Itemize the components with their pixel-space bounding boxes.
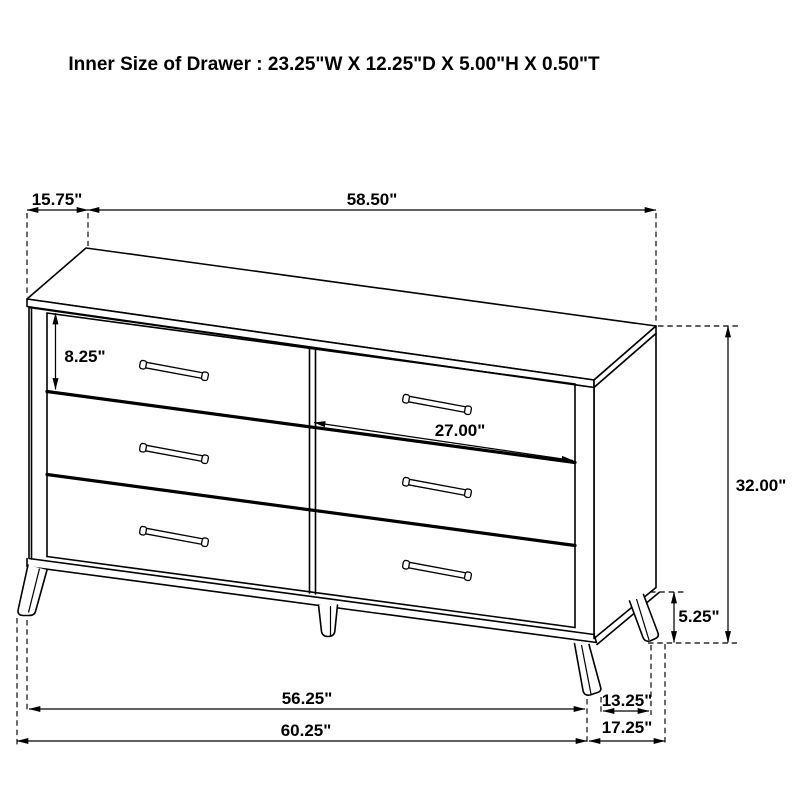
dim-top-depth — [27, 190, 88, 210]
dim-label-overall-height: 32.00" — [735, 476, 787, 495]
dim-label-top-depth: 15.75" — [31, 190, 83, 209]
front-middle-leg — [319, 605, 338, 637]
dim-label-drawer-width: 27.00" — [434, 421, 486, 440]
dim-base-side-depth — [602, 691, 653, 711]
dim-overall-height — [728, 326, 786, 643]
diagram-title: Inner Size of Drawer : 23.25"W X 12.25"D X 5.00"H X 0.50"T — [68, 54, 600, 75]
dresser-drawing — [18, 248, 659, 695]
dim-overall-front-width — [17, 721, 587, 741]
front-right-leg — [575, 644, 601, 696]
dim-leg-height — [674, 592, 720, 643]
back-right-leg — [630, 595, 659, 642]
dim-label-leg-height: 5.25" — [678, 607, 720, 626]
dim-base-front-width — [29, 689, 585, 709]
dim-label-overall-front-width: 60.25" — [280, 721, 332, 740]
front-left-leg — [18, 565, 47, 616]
dim-overall-side-depth — [589, 718, 665, 741]
dim-label-overall-side-depth: 17.25" — [601, 718, 653, 737]
dim-label-base-front-width: 56.25" — [281, 689, 333, 708]
dim-label-base-side-depth: 13.25" — [601, 691, 653, 710]
dim-top-width — [88, 190, 656, 210]
dim-label-top-width: 58.50" — [346, 190, 398, 209]
dresser-side-panel — [594, 334, 659, 645]
dim-label-drawer-height: 8.25" — [64, 347, 106, 366]
